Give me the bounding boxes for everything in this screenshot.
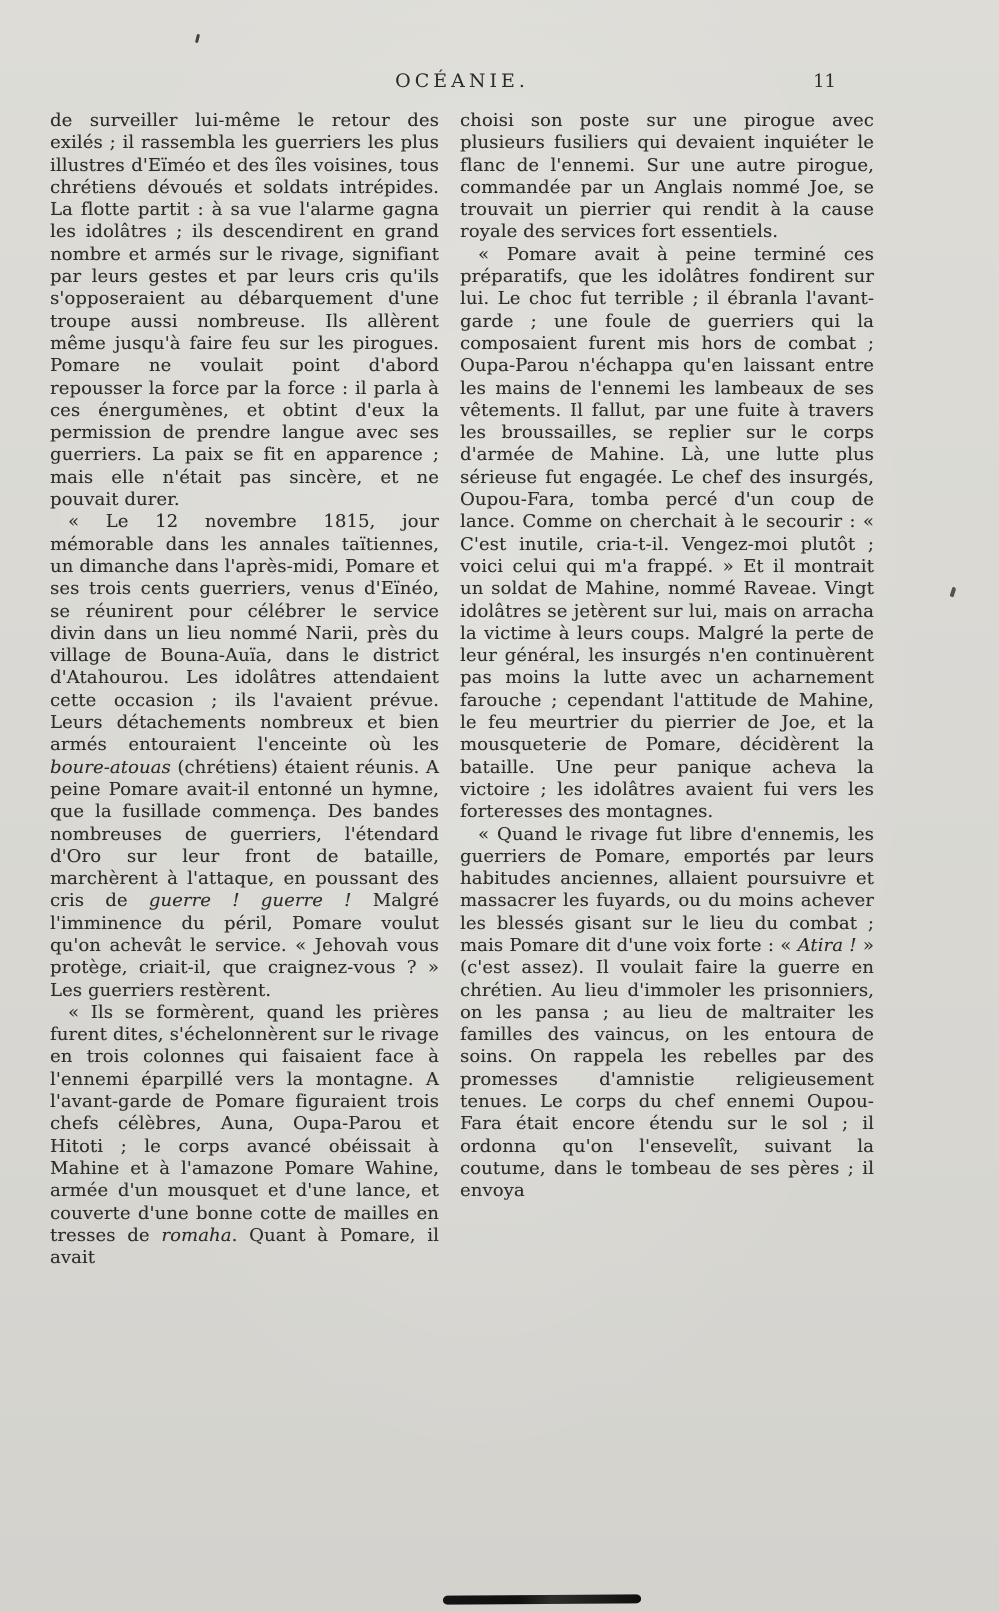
right-column (460, 110, 874, 1203)
paragraph-continuation: de surveiller lui-même le retour des exilés ; il rassembla les guerriers les plus illustres d'Eïméo et des îles voisines, tous chrétiens dévoués et soldats intrépides. La flotte partit : à sa vue l'alarme gagna les idolâtres ; ils descendirent en grand nombre et armés sur le rivage, signifiant par leurs gestes et par leurs cris qu'ils s'opposeraient au débarquement d'une troupe aussi nombreuse. Ils allèrent même jusqu'à faire feu sur les pirogues. Pomare ne voulait point d'abord repousser la force par la force : il parla à ces énergumènes, et obtint d'eux la permission de prendre langue avec ses guerriers. La paix se fit en apparence ; mais elle n'était pas sincère, et ne pouvait durer. (50, 110, 439, 511)
text-columns (50, 110, 874, 1269)
paragraph-continuation: choisi son poste sur une pirogue avec plusieurs fusiliers qui devaient inquiéter le flanc de l'ennemi. Sur une autre pirogue, commandée par un Anglais nommé Joe, se trouvait un pierrier qui rendit à la cause royale des services fort essentiels. (460, 110, 874, 243)
scan-ink-artifact (443, 1594, 641, 1604)
paragraph: « Pomare avait à peine terminé ces préparatifs, que les idolâtres fondirent sur lui. Le choc fut terrible ; il ébranla l'avant-garde ; une foule de guerriers qui la composaient furent mis hors de combat ; Oupa-Parou n'échappa qu'en laissant entre les mains de l'ennemi les lambeaux de ses vêtements. Il fallut, par une fuite à travers les broussailles, se replier sur le corps d'armée de Mahine. Là, une lutte plus sérieuse fut engagée. Le chef des insurgés, Oupou-Fara, tomba percé d'un coup de lance. Comme on cherchait à le secourir : « C'est inutile, cria-t-il. Vengez-moi plutôt ; voici celui qui m'a frappé. » Et il montrait un soldat de Mahine, nommé Raveae. Vingt idolâtres se jetèrent sur lui, mais on arracha la victime à leurs coups. Malgré la perte de leur général, les insurgés n'en continuèrent pas moins la lutte avec un acharnement farouche ; cependant l'attitude de Mahine, le feu meurtrier du pierrier de Joe, et la mousqueterie de Pomare, décidèrent la bataille. Une peur panique acheva la victoire ; les idolâtres avaient fui vers les forteresses des montagnes. (460, 243, 874, 823)
paragraph: « Ils se formèrent, quand les prières furent dites, s'échelonnèrent sur le rivage en trois colonnes qui faisaient face à l'ennemi éparpillé vers la montagne. A l'avant-garde de Pomare figuraient trois chefs célèbres, Auna, Oupa-Parou et Hitoti ; le corps avancé obéissait à Mahine et à l'amazone Pomare Wahine, armée d'un mousquet et d'une lance, et couverte d'une bonne cotte de mailles en tresses de romaha. Quant à Pomare, il avait (50, 1001, 439, 1269)
scan-speck-artifact (950, 587, 957, 598)
page-number: 11 (813, 71, 836, 92)
paragraph: « Quand le rivage fut libre d'ennemis, les guerriers de Pomare, emportés par leurs habitudes anciennes, allaient poursuivre et massacrer les fuyards, ou du moins achever les blessés gisant sur le lieu du combat ; mais Pomare dit d'une voix forte : « Atira ! » (c'est assez). Il voulait faire la guerre en chrétien. Au lieu d'immoler les prisonniers, on les pansa ; au lieu de maltraiter les familles des vaincus, on les entoura de soins. On rappela les rebelles par des promesses d'amnistie religieusement tenues. Le corps du chef ennemi Oupou-Fara était encore étendu sur le sol ; il ordonna qu'on l'ensevelît, suivant la coutume, dans le tombeau de ses pères ; il envoya (460, 823, 874, 1202)
text-block (50, 70, 874, 1269)
page-header (50, 70, 874, 98)
scan-speck-artifact (195, 34, 200, 43)
paragraph: « Le 12 novembre 1815, jour mémorable dans les annales taïtiennes, un dimanche dans l'après-midi, Pomare et ses trois cents guerriers, venus d'Eïnéo, se réunirent pour célébrer le service divin dans un lieu nommé Narii, près du village de Bouna-Auïa, dans le district d'Atahourou. Les idolâtres attendaient cette occasion ; ils l'avaient prévue. Leurs détachements nombreux et bien armés entouraient l'enceinte où les boure-atouas (chrétiens) étaient réunis. A peine Pomare avait-il entonné un hymne, que la fusillade commença. Des bandes nombreuses de guerriers, l'étendard d'Oro sur leur front de bataille, marchèrent à l'attaque, en poussant des cris de guerre ! guerre ! Malgré l'imminence du péril, Pomare voulut qu'on achevât le service. « Jehovah vous protège, criait-il, que craignez-vous ? » Les guerriers restèrent. (50, 511, 439, 1001)
left-column (50, 110, 439, 1269)
running-title: OCÉANIE. (395, 70, 529, 92)
